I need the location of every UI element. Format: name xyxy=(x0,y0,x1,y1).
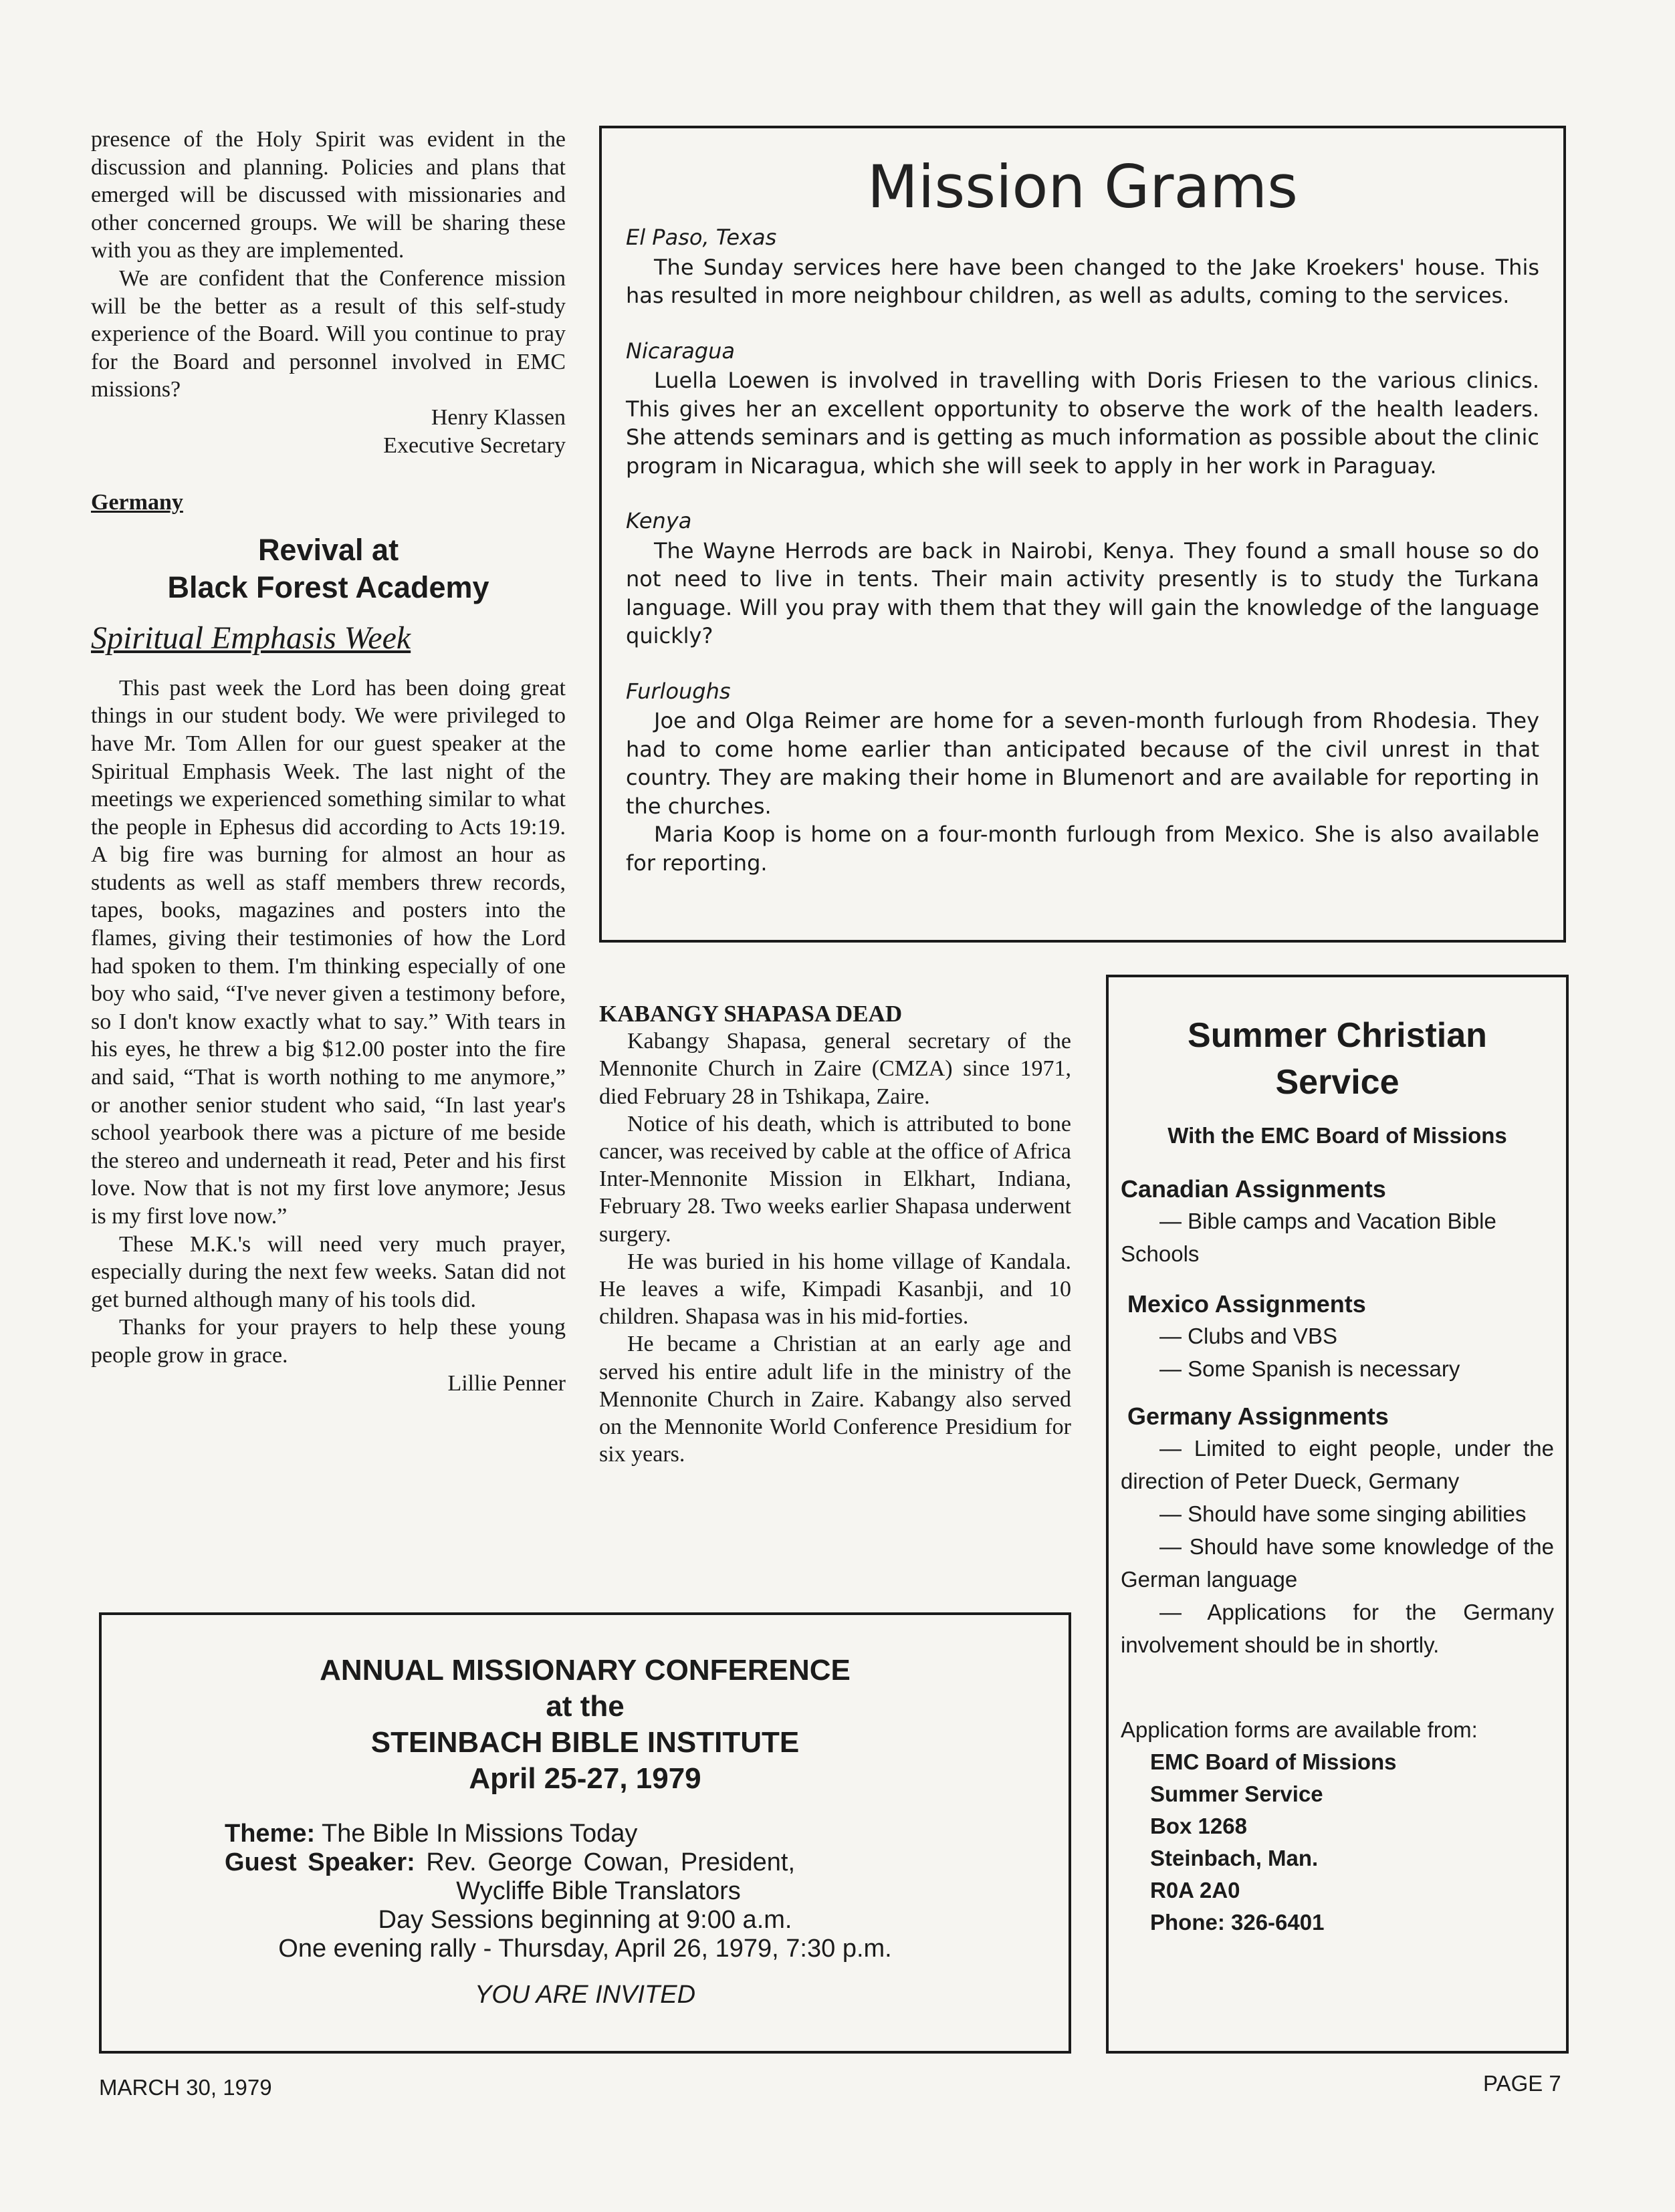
kabangy-paragraph: He became a Christian at an early age and served his entire adult life in the ministry of the Mennonite Church in Zaire. Kabangy also served on the Mennonite World Conference Presidium for six years. xyxy=(599,1332,1071,1467)
gram-item xyxy=(626,223,1539,310)
intro-paragraph: We are confident that the Conference mission will be the better as a result of this self-study experience of the Board. Will you continue to pray for the Board and personnel involved in EMC missions? xyxy=(91,265,566,402)
conference-content xyxy=(102,1652,1069,2009)
address-line: Summer Service xyxy=(1150,1781,1323,1806)
canadian-assignments-text: — Bible camps and Vacation Bible Schools xyxy=(1121,1209,1496,1266)
conference-speaker xyxy=(102,1848,1069,1877)
speaker-value: Rev. George Cowan, President, xyxy=(426,1848,796,1876)
summer-title-line: Service xyxy=(1275,1063,1400,1102)
gram-text: Maria Koop is home on a four-month furlough from Mexico. She is also available for reporting. xyxy=(626,822,1539,876)
gram-place: Furloughs xyxy=(626,678,731,704)
section-label-germany: Germany xyxy=(91,490,183,515)
body-paragraph: Thanks for your prayers to help these young people grow in grace. xyxy=(91,1315,566,1368)
gram-item xyxy=(626,507,1539,650)
body-paragraph: This past week the Lord has been doing great things in our student body. We were privileged to have Mr. Tom Allen for our guest speaker at the Spiritual Emphasis Week. The last night of the meetings we experienced something similar to what the people in Ephesus did according to Acts 19:19. A big fire was burning for almost an hour as students as well as staff members threw records, tapes, books, magazines and posters into the flames, giving their testimonies of how the Lord had spoken to them. I'm thinking especially of one boy who said, “I've never given a testimony before, so I don't know exactly what to say.” With tears in his eyes, he threw a big $12.00 poster into the fire and said, “That is worth nothing to me anymore,” or another senior student who said, “In last year's school yearbook there was a picture of me beside the stereo and underneath it read, Peter and his first love. Now that is not my first love anymore; Jesus is my first love now.” xyxy=(91,675,566,1229)
footer-page-number: PAGE 7 xyxy=(1483,2071,1561,2096)
gram-place: Nicaragua xyxy=(626,338,735,364)
conference-at: at the xyxy=(546,1690,625,1723)
mission-grams-box xyxy=(599,126,1566,943)
mexico-item: — Clubs and VBS xyxy=(1159,1324,1337,1348)
canadian-assignments-heading: Canadian Assignments xyxy=(1121,1175,1386,1203)
headline-line: Revival at xyxy=(257,532,399,567)
address-line: Box 1268 xyxy=(1150,1814,1247,1838)
kabangy-paragraph: Notice of his death, which is attributed to bone cancer, was received by cable at the office of Africa Inter-Mennonite Mission in Elkhart, Indiana, February 28. Two weeks earlier Shapasa underwent surgery. xyxy=(599,1111,1071,1247)
conference-venue: STEINBACH BIBLE INSTITUTE xyxy=(370,1726,800,1759)
theme-value: The Bible In Missions Today xyxy=(322,1820,638,1848)
gram-place: Kenya xyxy=(626,508,692,533)
summer-subtitle: With the EMC Board of Missions xyxy=(1167,1123,1507,1148)
article-subheadline: Spiritual Emphasis Week xyxy=(91,620,411,656)
speaker-label: Guest Speaker: xyxy=(225,1848,415,1876)
application-intro: Application forms are available from: xyxy=(1121,1717,1478,1742)
body-paragraph: These M.K.'s will need very much prayer, especially during the next few weeks. Satan did not get burned although many of his tools did. xyxy=(91,1231,566,1312)
conference-theme xyxy=(102,1820,1069,1848)
gram-item xyxy=(626,337,1539,481)
gram-text: Luella Loewen is involved in travelling with Doris Friesen to the various clinics. This gives her an excellent opportunity to observe the work of the health leaders. She attends seminars and is getting as much information as possible about the clinic program in Nicaragua, which she will seek to apply in her work in Paraguay. xyxy=(626,368,1539,479)
mexico-item: — Some Spanish is necessary xyxy=(1159,1356,1460,1381)
signature-name: Henry Klassen xyxy=(431,404,566,430)
conference-box xyxy=(99,1612,1071,2054)
address-line: Steinbach, Man. xyxy=(1150,1846,1319,1870)
summer-service-box xyxy=(1106,975,1569,2054)
mexico-assignments-heading: Mexico Assignments xyxy=(1127,1290,1366,1318)
signature-title: Executive Secretary xyxy=(383,433,566,458)
germany-assignments-heading: Germany Assignments xyxy=(1127,1402,1389,1430)
gram-item xyxy=(626,677,1539,878)
mission-grams-title: Mission Grams xyxy=(867,152,1298,221)
germany-item: — Should have some knowledge of the German language xyxy=(1121,1534,1554,1592)
germany-item: — Should have some singing abilities xyxy=(1159,1501,1527,1526)
gram-text: The Wayne Herrods are back in Nairobi, Kenya. They found a small house so do not need to live in tents. Their main activity presently is to study the Turkana language. Will you pray with them that they will gain the knowledge of the language quickly? xyxy=(626,537,1539,648)
left-column xyxy=(91,126,566,1397)
summer-title-line: Summer Christian xyxy=(1188,1016,1487,1055)
headline-line: Black Forest Academy xyxy=(167,570,489,604)
kabangy-paragraph: Kabangy Shapasa, general secretary of the Mennonite Church in Zaire (CMZA) since 1971, died February 28 in Tshikapa, Zaire. xyxy=(599,1029,1071,1109)
address-line: Phone: 326-6401 xyxy=(1150,1910,1325,1935)
germany-item: — Applications for the Germany involvement should be in shortly. xyxy=(1121,1600,1554,1657)
day-sessions: Day Sessions beginning at 9:00 a.m. xyxy=(378,1906,792,1934)
kabangy-paragraph: He was buried in his home village of Kandala. He leaves a wife, Kimpadi Kasanbji, and 10 children. Shapasa was in his mid-forties. xyxy=(599,1249,1071,1330)
kabangy-headline: KABANGY SHAPASA DEAD xyxy=(599,1001,903,1027)
address-line: EMC Board of Missions xyxy=(1150,1749,1397,1774)
article-headline xyxy=(91,531,566,606)
gram-text: The Sunday services here have been changed to the Jake Kroekers' house. This has resulted in more neighbour children, as well as adults, coming to the services. xyxy=(626,254,1539,308)
footer-date: MARCH 30, 1979 xyxy=(99,2075,272,2100)
intro-paragraph: presence of the Holy Spirit was evident in the discussion and planning. Policies and plans that emerged will be discussed with missionaries and other concerned groups. We will be sharing these with you as they are implemented. xyxy=(91,127,566,263)
author-signature: Lillie Penner xyxy=(447,1370,566,1396)
application-address xyxy=(1121,1746,1554,1939)
kabangy-article xyxy=(599,1000,1071,1468)
conference-title: ANNUAL MISSIONARY CONFERENCE xyxy=(320,1654,851,1687)
speaker-organization: Wycliffe Bible Translators xyxy=(456,1877,741,1905)
germany-item: — Limited to eight people, under the direction of Peter Dueck, Germany xyxy=(1121,1436,1554,1493)
gram-place: El Paso, Texas xyxy=(626,225,777,250)
summer-title xyxy=(1121,1012,1554,1106)
invitation: YOU ARE INVITED xyxy=(474,1981,696,2009)
conference-dates: April 25-27, 1979 xyxy=(469,1762,701,1795)
gram-text: Joe and Olga Reimer are home for a seven-month furlough from Rhodesia. They had to come home earlier than anticipated because of the civil unrest in that country. They are making their home in Blumenort and are available for reporting in the churches. xyxy=(626,708,1539,819)
theme-label: Theme: xyxy=(225,1820,316,1848)
address-line: R0A 2A0 xyxy=(1150,1878,1240,1902)
evening-rally: One evening rally - Thursday, April 26, 1979, 7:30 p.m. xyxy=(278,1935,892,1963)
